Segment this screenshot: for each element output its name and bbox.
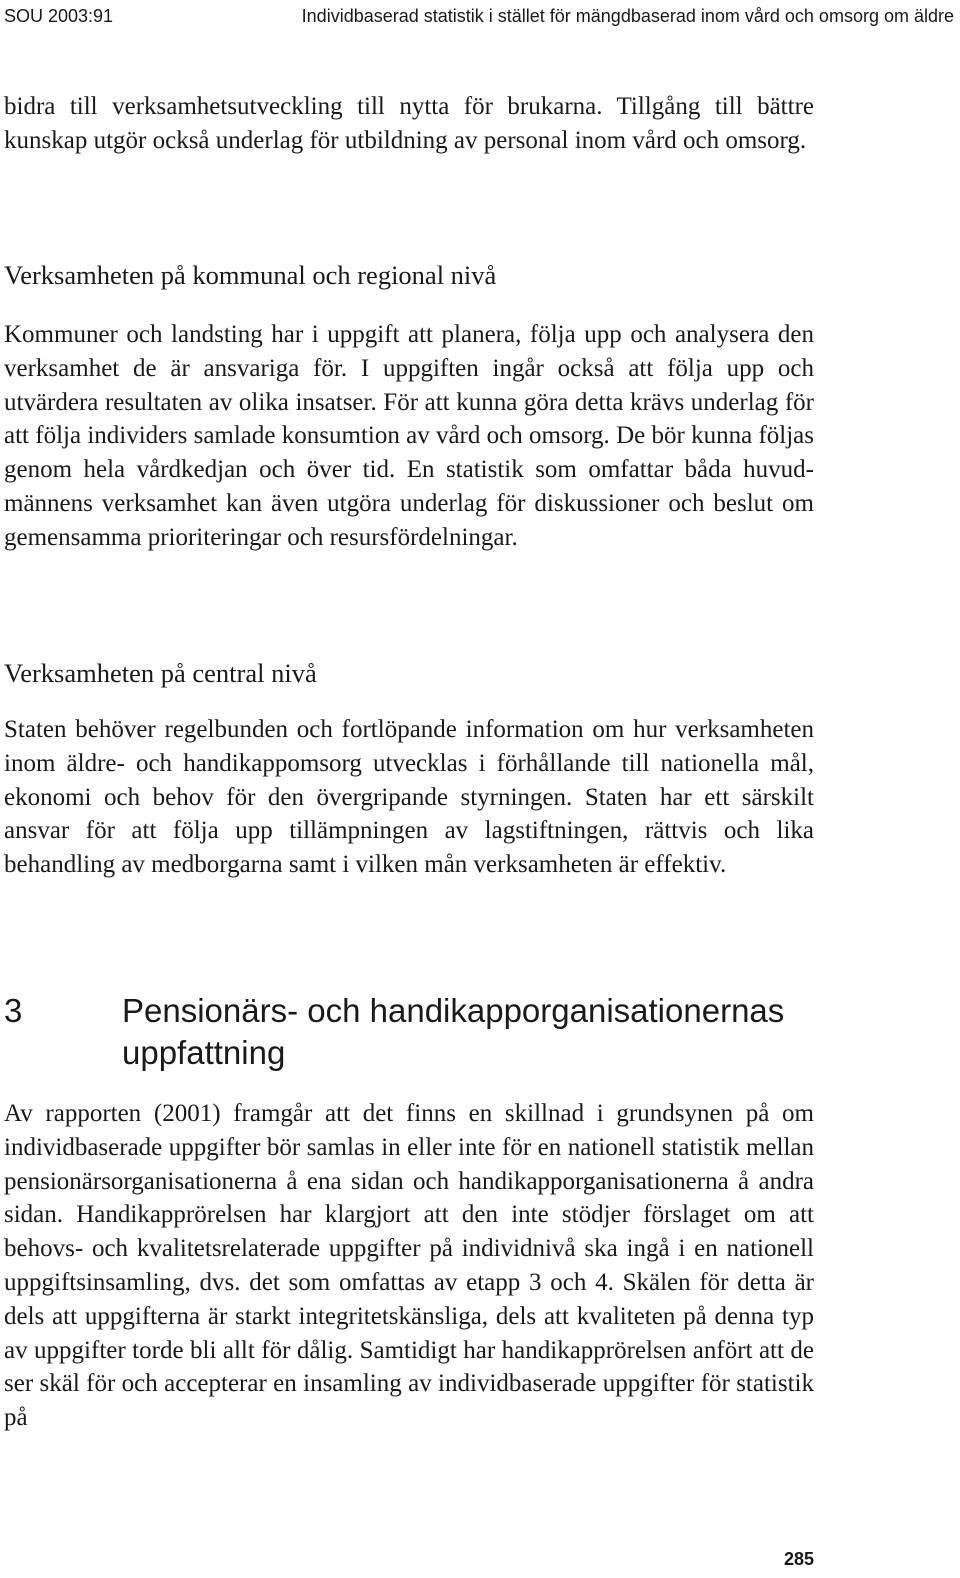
page-number: 285 [783,1549,814,1569]
chapter-number: 3 [4,992,23,1029]
paragraph-intro-continuation: bidra till verksamhetsutveckling till nytta för brukarna. Tillgång till bättre kunskap utgör också underlag för utbildning av personal inom vård och omsorg. [4,93,814,154]
paragraph-regional: Kommuner och landsting har i uppgift att planera, följa upp och analysera den verksamhet de är ansvariga för. I uppgiften ingår också att följa upp och utvärdera resultaten av olika insatser. För att kunna göra detta krävs underlag för att följa individers samlade konsumtion av vård och omsorg. De bör kunna följas genom hela vårdkedjan och över tid. En statistik som omfattar båda huvudmännens verksamhet kan även utgöra underlag för diskussioner och beslut om gemensamma prioriteringar och resursfördelningar. [4,321,814,551]
paragraph-organisations: Av rapporten (2001) framgår att det finns en skillnad i grundsynen på om individbaserade uppgifter bör samlas in eller inte för en nationell statistik mellan pensionärsorganisationerna å ena sidan och handikapporganisationerna å andra sidan. Handikapprörelsen har klargjort att den inte stödjer förslaget om att behovs- och kvalitetsrelaterade uppgifter på individnivå ska ingå i en nationell uppgiftsinsamling, dvs. det som omfattas av etapp 3 och 4. Skälen för detta är dels att uppgifterna är starkt integritetskänsliga, dels att kvaliteten på denna typ av uppgifter torde bli allt för dålig. Samtidigt har handikapprörelsen anfört att de ser skäl för och accepterar en insamling av individbaserade uppgifter för statistik på [4,1100,814,1432]
running-title: Individbaserad statistik i stället för mängdbaserad inom vård och omsorg om äldre [301,6,954,26]
paragraph-central: Staten behöver regelbunden och fortlöpande information om hur verksamheten inom äldre- och handikappomsorg utvecklas i förhållande till nationella mål, ekonomi och behov för den övergripande styrningen. Staten har ett särskilt ansvar för att följa upp tillämpningen av lagstiftningen, rättvis och lika behandling av medborgarna samt i vilken mån verksamheten är effektiv. [4,716,814,879]
running-header [4,4,954,28]
document-reference: SOU 2003:91 [4,6,114,26]
section-heading-central: Verksamheten på central nivå [4,658,317,688]
section-heading-regional: Verksamheten på kommunal och regional nivå [4,260,497,290]
chapter-title: Pensionärs- och handikapporganisationernas uppfattning [122,992,785,1071]
